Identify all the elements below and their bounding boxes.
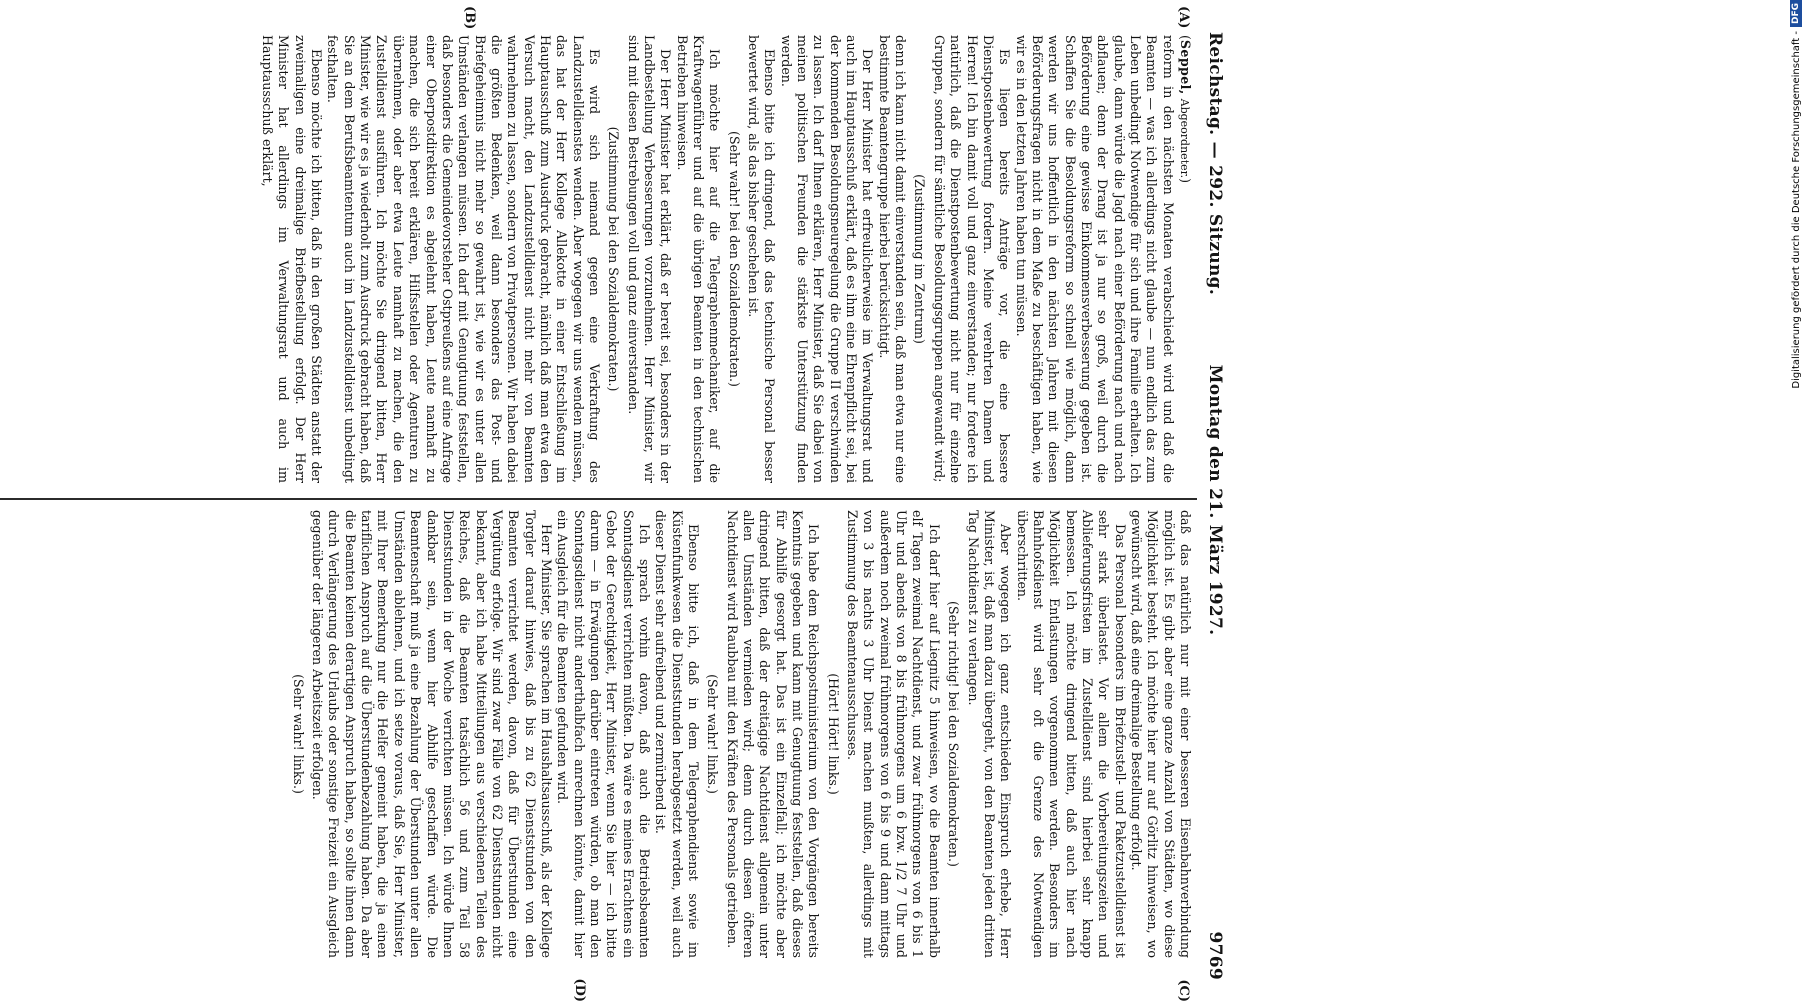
interjection: (Sehr wahr! links.)	[705, 674, 721, 794]
credit-text: Digitalisierung gefördert durch die Deutsche Forschungsgemeinschaft -	[1790, 31, 1802, 389]
paragraph: denn ich kann nicht damit einverstanden sein, daß man etwa nur eine bestimmte Beamtengruppe hierbei berücksichtigt.	[876, 35, 909, 483]
paragraph: reform in den nächsten Monaten verabschiedet wird und daß die Beamten — was ich allerdings nicht glaube — nun endlich das zum Leben unbedingt Notwendige für sich und ihre Familie erhalten. Ich glaube, dann würde die Jagd nach einer Beförderung nach und nach abflauen; denn der Drang ist ja nur so groß, weil durch die Beförderung eine gewisse Einkommensverbesserung gegeben ist. Schaffen Sie die Besoldungsreform so schnell wie möglich, dann werden wir uns hoffentlich in den nächsten Jahren mit diesen Beförderungsfragen nicht in dem Maße zu beschäftigen haben, wie wir es in den letzten Jahren haben tun müssen.	[1013, 35, 1176, 483]
interjection: (Zustimmung bei den Sozialdemokraten.)	[606, 126, 622, 392]
paragraph: Ich darf hier auf Liegnitz 5 hinweisen, wo die Beamten innerhalb elf Tagen zweimal Nachtdienst, und zwar frühmorgens von 6 bis 1 Uhr und abends von 8 bis frühmorgens um 6 bzw. 1/2 7 Uhr und außerdem noch zweimal frühmorgens von 6 bis 9 und dann mittags von 3 bis nachts 3 Uhr Dienst machen mußten, allerdings mit Zustimmung des Beamtenausschusses.	[845, 510, 942, 958]
column-divider	[0, 498, 1197, 500]
paragraph: Das Personal besonders im Briefzustell- und Paketzustelldienst ist sehr stark überlastet. Vor allem die Vorbereitungszeiten und Ablieferungsfristen im Zustelldienst sind hierbei sehr knapp bemessen. Ich möchte dringend bitten, daß auch hier nach Möglichkeit Entlastungen vorgenommen werden. Besonders im Bahnhofsdienst wird sehr oft die Grenze des Notwendigen überschritten.	[1014, 510, 1128, 958]
paragraph: Ebenso bitte ich, daß in dem Telegraphendienst sowie im Küstenfunkwesen die Dienststunden herabgesetzt werden, weil auch dieser Dienst sehr aufreibend und zermürbend ist.	[653, 510, 702, 958]
paragraph: Ich habe dem Reichspostministerium von den Vorgängen bereits Kenntnis gegeben und kann mit Genugtuung feststellen, daß dieses für Abhilfe gesorgt hat. Das ist ein Einzelfall; ich möchte aber dringend bitten, daß der dreitägige Nachtdienst allgemein unter allen Umständen vermieden wird; denn durch diesen öfteren Nachtdienst wird Raubbau mit den Kräften des Personals getrieben.	[724, 510, 822, 958]
margin-mark-c: (C)	[1176, 979, 1191, 1002]
interjection: (Zustimmung im Zentrum)	[912, 174, 928, 344]
header-date: Montag den 21. März 1927.	[1205, 364, 1225, 636]
paragraph: Ebenso möchte ich bitten, daß in den großen Städten anstatt der zweimaligen eine dreimalige Briefbestellung erfolgt. Der Herr Minister hat allerdings im Verwaltungsrat und auch im Hauptausschuß erklärt,	[260, 35, 325, 483]
dfg-logo: DFG	[1790, 0, 1802, 27]
right-column	[286, 510, 1193, 958]
paragraph: Herr Minister, Sie sprachen im Haushaltsausschuß, als der Kollege Torgler darauf hinwies, daß bis zu 62 Dienststunden von den Beamten verrichtet werden, davon, daß für Überstunden eine Vergütung erfolge. Wir sind zwar Fälle von 62 Dienststunden nicht bekannt, aber ich habe Mitteilungen aus verschiedenen Teilen des Reiches, daß die Beamten tatsächlich 56 und zum Teil 58 Dienststunden in der Woche verrichten müssen. Ich würde Ihnen dankbar sein, wenn hier Abhilfe geschaffen würde. Die Beamtenschaft muß ja eine Bezahlung der Überstunden unter allen Umständen ablehnen, und ich setze voraus, daß Sie, Herr Minister, mit Ihrer Bemerkung nur die Helfer gemeint haben, die ja einen tariflichen Anspruch auf die Überstundenbezahlung haben. Da aber die Beamten keinen derartigen Anspruch haben, so sollte ihnen dann durch Verlängerung des Urlaubs oder sonstige Freizeit ein Ausgleich gegenüber der längeren Arbeitszeit erfolgen.	[310, 510, 554, 958]
interjection: (Hört! Hört! links.)	[825, 673, 841, 795]
paragraph: Ebenso bitte ich dringend, daß das technische Personal besser bewertet wird, als das bisher geschehen ist.	[746, 35, 778, 483]
speaker-line: (Seppel, Abgeordneter.)	[1178, 35, 1193, 184]
paragraph: Ich möchte hier auf die Telegraphenmechaniker, auf die Kraftwagenführer und auf die übrigen Beamten in den technischen Betrieben hinweisen.	[674, 35, 723, 483]
paragraph: Der Herr Minister hat erklärt, daß er bereit sei, besonders in der Landbestellung Verbesserungen vorzunehmen. Herr Minister, wir sind mit diesen Bestrebungen voll und ganz einverstanden.	[625, 35, 674, 483]
paragraph: Der Herr Minister hat erfreulicherweise im Verwaltungsrat und auch im Hauptausschuß erklärt, daß es ihm eine Ehrenpflicht sei, bei der kommenden Besoldungsneuregelung die Gruppe II verschwinden zu lassen. Ich darf Ihnen erklären, Herr Minister, daß Sie dabei von meinen politischen Freunden die stärkste Unterstützung finden werden.	[778, 35, 876, 483]
margin-mark-b: (B)	[462, 6, 477, 30]
dfg-credit	[1787, 0, 1805, 1000]
paragraph: Ich sprach vorhin davon, daß auch die Betriebsbeamten Sonntagsdienst verrichten müßten. Da wäre es meines Erachtens ein Gebot der Gerechtigkeit, Herr Minister, wenn Sie hier — ich bitte darum — in Erwägungen darüber eintreten würden, ob man den Sonntagsdienst nicht anderthalbfach anrechnen könnte, damit hier ein Ausgleich für die Beamten gefunden wird.	[555, 510, 652, 958]
speaker-name: Seppel,	[1178, 39, 1193, 95]
header-session: Reichstag. — 292. Sitzung.	[1205, 32, 1225, 296]
speaker-role: Abgeordneter.	[1178, 98, 1191, 179]
interjection: (Sehr wahr! bei den Sozialdemokraten.)	[726, 131, 742, 387]
paragraph: Es wird sich niemand gegen eine Verkraftung des Landzustelldienstes wenden. Aber wogegen wir uns wenden müssen, das hat der Herr Kollege Allekotte in einer Entschließung im Hauptausschuß zum Ausdruck gebracht, nämlich daß man etwa den Versuch macht, den Landzustelldienst nicht mehr von Beamten wahrnehmen zu lassen, sondern von Privatpersonen. Wir haben dabei die größten Bedenken, weil dann besonders das Post- und Briefgeheimnis nicht mehr so gewahrt ist, wie wir es unter allen Umständen verlangen müssen. Ich darf mit Genugtuung feststellen, daß besonders die Gemeindevorsteher Ostpreußens auf eine Anfrage einer Oberpostdirektion es abgelehnt haben, Leute namhaft zu machen, die sich bereit erklären, Hilfsstellen oder Agenturen zu übernehmen, oder aber etwa Leute namhaft zu machen, die den Zustelldienst ausführen. Ich möchte Sie dringend bitten, Herr Minister, wie wir es ja wiederholt zum Ausdruck gebracht haben, daß Sie an dem Berufsbeamtentum auch im Landzustelldienst unbedingt festhalten.	[325, 35, 602, 483]
interjection: (Sehr wahr! links.)	[290, 674, 306, 794]
page-number: 9769	[1205, 931, 1225, 980]
interjection: (Sehr richtig! bei den Sozialdemokraten.)	[946, 601, 962, 867]
margin-mark-a: (A)	[1176, 6, 1191, 29]
margin-mark-d: (D)	[572, 978, 587, 1002]
paragraph: Es liegen bereits Anträge vor, die eine bessere Dienstpostenbewertung fordern. Meine verehrten Damen und Herren! Ich bin damit voll und ganz einverstanden; nur fordere ich natürlich, daß die Dienstpostenbewertung nicht nur für einzelne Gruppen, sondern für sämtliche Besoldungsgruppen angewandt wird;	[931, 35, 1013, 483]
paragraph: daß das natürlich nur mit einer besseren Eisenbahnverbindung möglich ist. Es gibt aber eine ganze Anzahl von Städten, wo diese Möglichkeit besteht. Ich möchte hier nur auf Görlitz hinweisen, wo gewünscht wird, daß eine dreimalige Bestellung erfolgt.	[1128, 510, 1193, 958]
paragraph: Aber wogegen ich ganz entschieden Einspruch erhebe, Herr Minister, ist, daß man dazu übergeht, von den Beamten jeden dritten Tag Nachtdienst zu verlangen.	[965, 510, 1014, 958]
left-column	[259, 35, 1193, 483]
